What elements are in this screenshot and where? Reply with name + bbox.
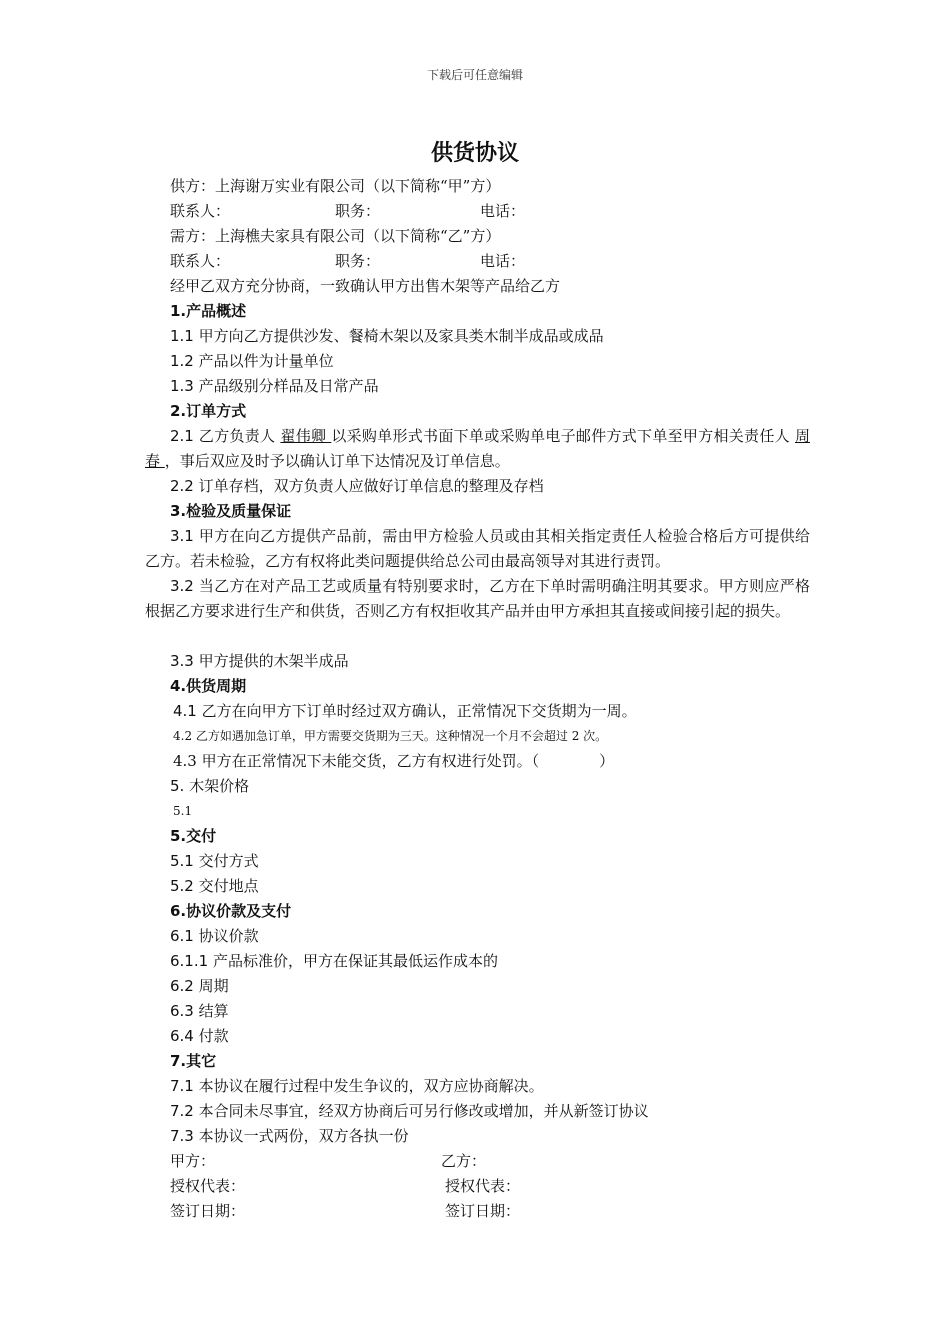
signature-rep-a-text: 权代表： <box>185 1177 246 1195</box>
supplier-name: 谢万实业有限公司（以下简称“甲”方） <box>245 177 501 195</box>
section-7-heading: 7.其它 <box>170 1052 217 1070</box>
item-3-1-lead: 3.1 甲方在向乙方提供 <box>170 527 322 545</box>
item-7-3 <box>170 1124 409 1149</box>
item-3-1-text: 产品前，需由甲方检验人员或由其相关指定责任人检验合格后方可提供给乙方。若未检验，乙方有权将此类问题提供给总公司由最高领导对其进行责罚。 <box>145 527 810 570</box>
item-6-2: 6.2 周期 <box>170 977 229 995</box>
item-7-3-text: 协议一式两份，双方各执一份 <box>213 1127 409 1145</box>
supplier-position-label: 职务： <box>335 202 381 220</box>
item-7-2-text: 尽事宜，经双方协商后可另行修改或增加，并从新签订协议 <box>258 1102 649 1120</box>
item-1-1 <box>170 324 604 349</box>
section-5-delivery-heading: 5.交付 <box>170 827 217 845</box>
supplier-label: 供方：上海 <box>170 177 246 195</box>
item-2-1-text-b: 以采 <box>331 427 362 445</box>
item-2-2 <box>170 474 544 499</box>
item-4-1 <box>173 699 637 724</box>
signature-party-a: 甲方： <box>170 1152 216 1170</box>
item-2-1-text-d: ，事后 <box>164 452 210 470</box>
item-4-2: 4.2 乙方如遇加急订单，甲方需要交货期为三天。这种情况一个月不会超过 2 次。 <box>173 729 608 743</box>
signature-rep-b-text: 权代表： <box>460 1177 521 1195</box>
item-5-1-delivery-method: 5.1 交付方式 <box>170 852 259 870</box>
section-3-heading: 3.检验及质量保证 <box>170 502 292 520</box>
responsible-person-supplier: 周春 <box>145 427 810 470</box>
signature-rep-a <box>170 1174 245 1199</box>
signature-rep-b <box>445 1174 520 1199</box>
item-2-1 <box>145 424 810 474</box>
item-1-2-text: 产品以件为计量单位 <box>193 352 334 370</box>
supplier-line <box>170 174 500 199</box>
item-2-2-text: 订单存档，双方负责人应做好订单信息的整理及存档 <box>193 477 544 495</box>
item-1-3-number: 1.3 <box>170 377 194 395</box>
item-2-1-text-a: 负责人 <box>229 427 281 445</box>
section-2-heading: 2.订单方式 <box>170 402 247 420</box>
item-5-1-price: 5.1 <box>173 804 193 818</box>
item-4-1-text: 订单时经过双方确认，正常情况下交货期为一周。 <box>306 702 637 720</box>
signature-party-b: 乙方： <box>441 1152 487 1170</box>
buyer-contact-line <box>170 249 230 274</box>
responsible-person-buyer: 翟伟卿 <box>280 427 332 445</box>
buyer-name: 简称“乙”方） <box>410 227 501 245</box>
supplier-contact-label: 联系人： <box>170 202 231 220</box>
item-6-1-1-text: 产品标准价，甲方在保证其最低运作成本的 <box>208 952 498 970</box>
signature-rep-b-lead: 授 <box>445 1177 461 1195</box>
item-3-2-text-a: 当乙方在对产品工艺或质量有特别要求时，乙方在下单时需明确注明其要求。甲方则应严格根据乙方要求进行生产和供货，否则乙方有权拒收其产 <box>145 577 810 620</box>
item-4-1-lead: 乙方在向甲方下 <box>196 702 307 720</box>
item-3-2-text-c: 并由甲方承担其直接或间接引起的损失。 <box>520 602 791 620</box>
item-6-1-text: 协议价款 <box>193 927 259 945</box>
supplier-phone-label: 电话： <box>480 202 526 220</box>
item-1-2-number: 1.2 <box>170 352 194 370</box>
page-header-note: 下载后可任意编辑 <box>426 68 523 82</box>
item-4-1-number: 4.1 <box>173 702 197 720</box>
buyer-label: 需方：上海樵夫家具有限公司（以下 <box>170 227 411 245</box>
buyer-position-label: 职务： <box>335 252 381 270</box>
item-7-1 <box>170 1074 544 1099</box>
section-1-heading: 1.产品概述 <box>170 302 247 320</box>
item-2-1-text-e: 双应及时予以确认订单下达情况及订单信息。 <box>209 452 510 470</box>
item-1-1-text: 发、餐椅木架以及家具类木制半成品或成品 <box>318 327 604 345</box>
section-4-heading: 4.供货周期 <box>170 677 247 695</box>
item-2-2-number: 2.2 <box>170 477 194 495</box>
signature-date-a: 签订日期： <box>170 1202 246 1220</box>
item-6-1-1 <box>170 949 498 974</box>
item-3-2-number: 3.2 <box>170 577 194 595</box>
item-2-1-lead: 2.1 乙方 <box>170 427 230 445</box>
buyer-line <box>170 224 500 249</box>
item-6-4: 6.4 付款 <box>170 1027 229 1045</box>
item-3-2 <box>145 574 810 624</box>
buyer-phone-label: 电话： <box>480 252 526 270</box>
signature-rep-a-lead: 授 <box>170 1177 186 1195</box>
supplier-contact-line <box>170 199 230 224</box>
buyer-contact-label: 联系人： <box>170 252 231 270</box>
item-7-1-text: 协议在履行过程中发生争议的，双方应协商解决。 <box>213 1077 544 1095</box>
item-1-1-lead: 1.1 甲方向乙方提供沙 <box>170 327 319 345</box>
item-1-3-text: 产品级别分样品及日常产品 <box>193 377 379 395</box>
item-7-2-lead: 7.2 本合同未 <box>170 1102 259 1120</box>
item-7-3-lead: 7.3 本 <box>170 1127 214 1145</box>
item-3-3: 3.3 甲方提供的木架半成品 <box>170 652 349 670</box>
section-5-price-heading: 5. 木架价格 <box>170 777 250 795</box>
item-6-1 <box>170 924 259 949</box>
section-6-heading: 6.协议价款及支付 <box>170 902 292 920</box>
item-1-2 <box>170 349 334 374</box>
item-7-2 <box>170 1099 649 1124</box>
item-3-1 <box>145 524 810 574</box>
item-2-1-text-c: 购单形式书面下单或采购单电子邮件方式下单至甲方相关责任人 <box>361 427 795 445</box>
signature-date-b: 签订日期： <box>445 1202 521 1220</box>
item-7-1-lead: 7.1 本 <box>170 1077 214 1095</box>
document-title: 供货协议 <box>430 141 519 166</box>
item-6-1-1-number: 6.1.1 <box>170 952 209 970</box>
item-6-1-number: 6.1 <box>170 927 194 945</box>
item-3-2-text-b: 品 <box>505 602 521 620</box>
item-5-2-delivery-location: 5.2 交付地点 <box>170 877 259 895</box>
item-4-3: 4.3 甲方在正常情况下未能交货，乙方有权进行处罚。（ ） <box>173 752 615 770</box>
item-6-3: 6.3 结算 <box>170 1002 229 1020</box>
intro-text: 经甲乙双方充分协商，一致确认甲方出售木架等产品给乙方 <box>170 277 561 295</box>
item-1-3 <box>170 374 379 399</box>
